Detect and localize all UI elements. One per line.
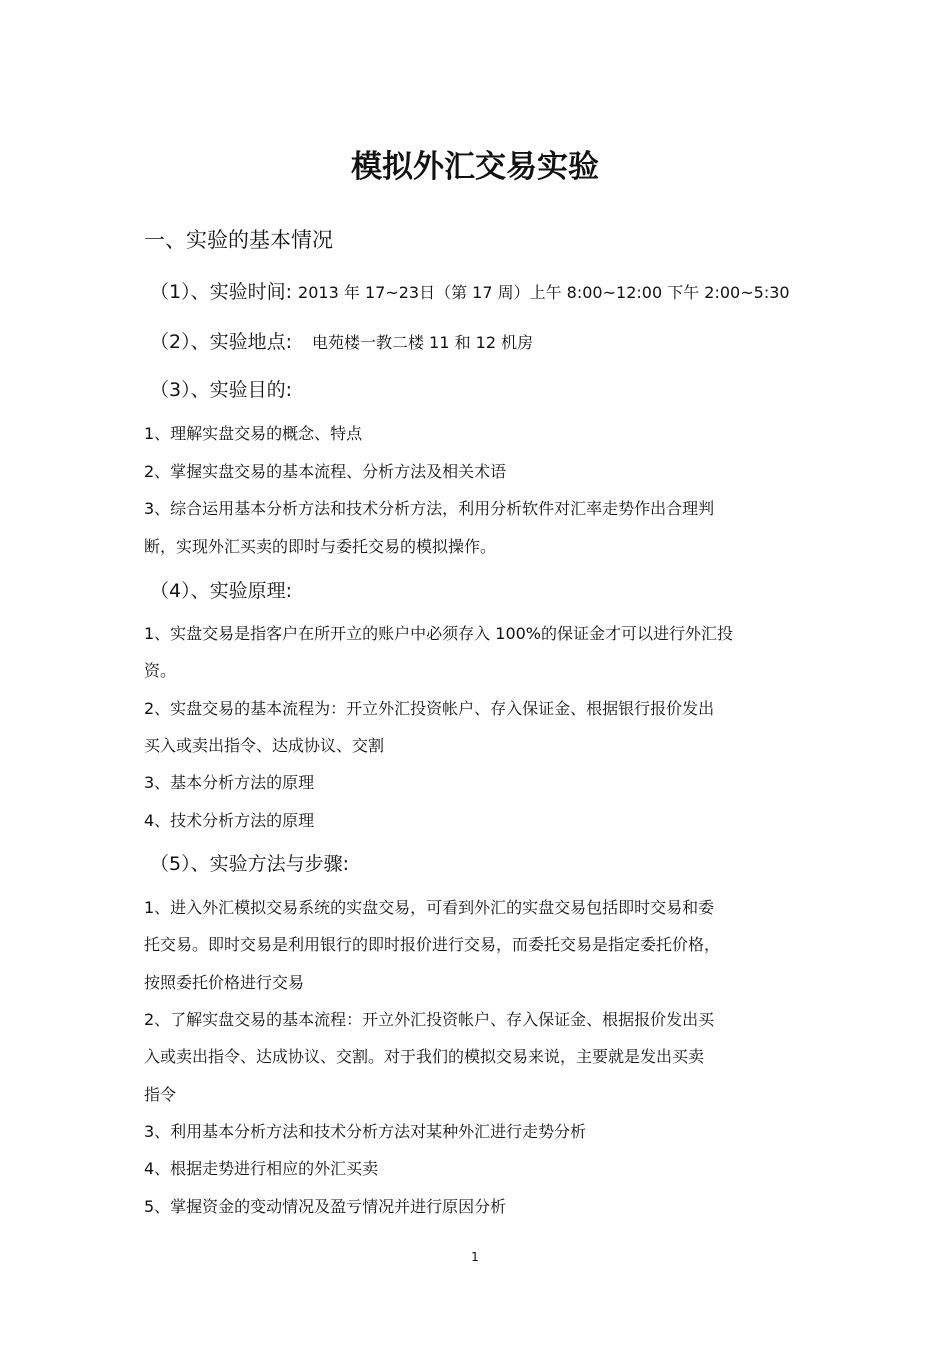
purpose-line: 3、综合运用基本分析方法和技术分析方法，利用分析软件对汇率走势作出合理判 bbox=[144, 499, 715, 518]
principle-line: 3、基本分析方法的原理 bbox=[144, 773, 315, 792]
principle-heading: （4）、实验原理: bbox=[150, 580, 292, 602]
principle-line: 资。 bbox=[144, 661, 177, 680]
experiment-time-row bbox=[150, 283, 790, 302]
principle-line: 2、实盘交易的基本流程为：开立外汇投资帐户、存入保证金、根据银行报价发出 bbox=[144, 699, 715, 718]
principle-line: 4、技术分析方法的原理 bbox=[144, 811, 315, 830]
method-line: 按照委托价格进行交易 bbox=[144, 973, 305, 992]
page-number: 1 bbox=[471, 1250, 479, 1264]
method-line: 托交易。即时交易是利用银行的即时报价进行交易，而委托交易是指定委托价格， bbox=[144, 935, 721, 954]
method-line: 指令 bbox=[144, 1085, 177, 1104]
page-title: 模拟外汇交易实验 bbox=[351, 149, 599, 185]
method-heading: （5）、实验方法与步骤: bbox=[150, 853, 349, 875]
method-line: 1、进入外汇模拟交易系统的实盘交易，可看到外汇的实盘交易包括即时交易和委 bbox=[144, 898, 715, 917]
method-line: 5、掌握资金的变动情况及盈亏情况并进行原因分析 bbox=[144, 1197, 507, 1216]
purpose-heading: （3）、实验目的: bbox=[150, 379, 292, 401]
principle-line: 1、实盘交易是指客户在所开立的账户中必须存入 100%的保证金才可以进行外汇投 bbox=[144, 624, 734, 643]
method-line: 4、根据走势进行相应的外汇买卖 bbox=[144, 1159, 379, 1178]
method-line: 入或卖出指令、达成协议、交割。对于我们的模拟交易来说，主要就是发出买卖 bbox=[144, 1047, 705, 1066]
purpose-line: 断，实现外汇买卖的即时与委托交易的模拟操作。 bbox=[144, 537, 497, 556]
experiment-time-value: 2013 年 17~23日（第 17 周）上午 8:00~12:00 下午 2:00~5:30 bbox=[298, 283, 790, 302]
section-heading-basic-info: 一、实验的基本情况 bbox=[144, 228, 333, 252]
purpose-line: 1、理解实盘交易的概念、特点 bbox=[144, 424, 363, 443]
purpose-line: 2、掌握实盘交易的基本流程、分析方法及相关术语 bbox=[144, 462, 507, 481]
experiment-place-label: （2）、实验地点: bbox=[150, 331, 292, 353]
method-line: 3、利用基本分析方法和技术分析方法对某种外汇进行走势分析 bbox=[144, 1122, 587, 1141]
experiment-time-label: （1）、实验时间: bbox=[150, 281, 292, 303]
principle-line: 买入或卖出指令、达成协议、交割 bbox=[144, 736, 385, 755]
experiment-place-row bbox=[150, 333, 533, 352]
experiment-place-value: 电苑楼一教二楼 11 和 12 机房 bbox=[312, 333, 534, 352]
method-line: 2、了解实盘交易的基本流程：开立外汇投资帐户、存入保证金、根据报价发出买 bbox=[144, 1010, 715, 1029]
